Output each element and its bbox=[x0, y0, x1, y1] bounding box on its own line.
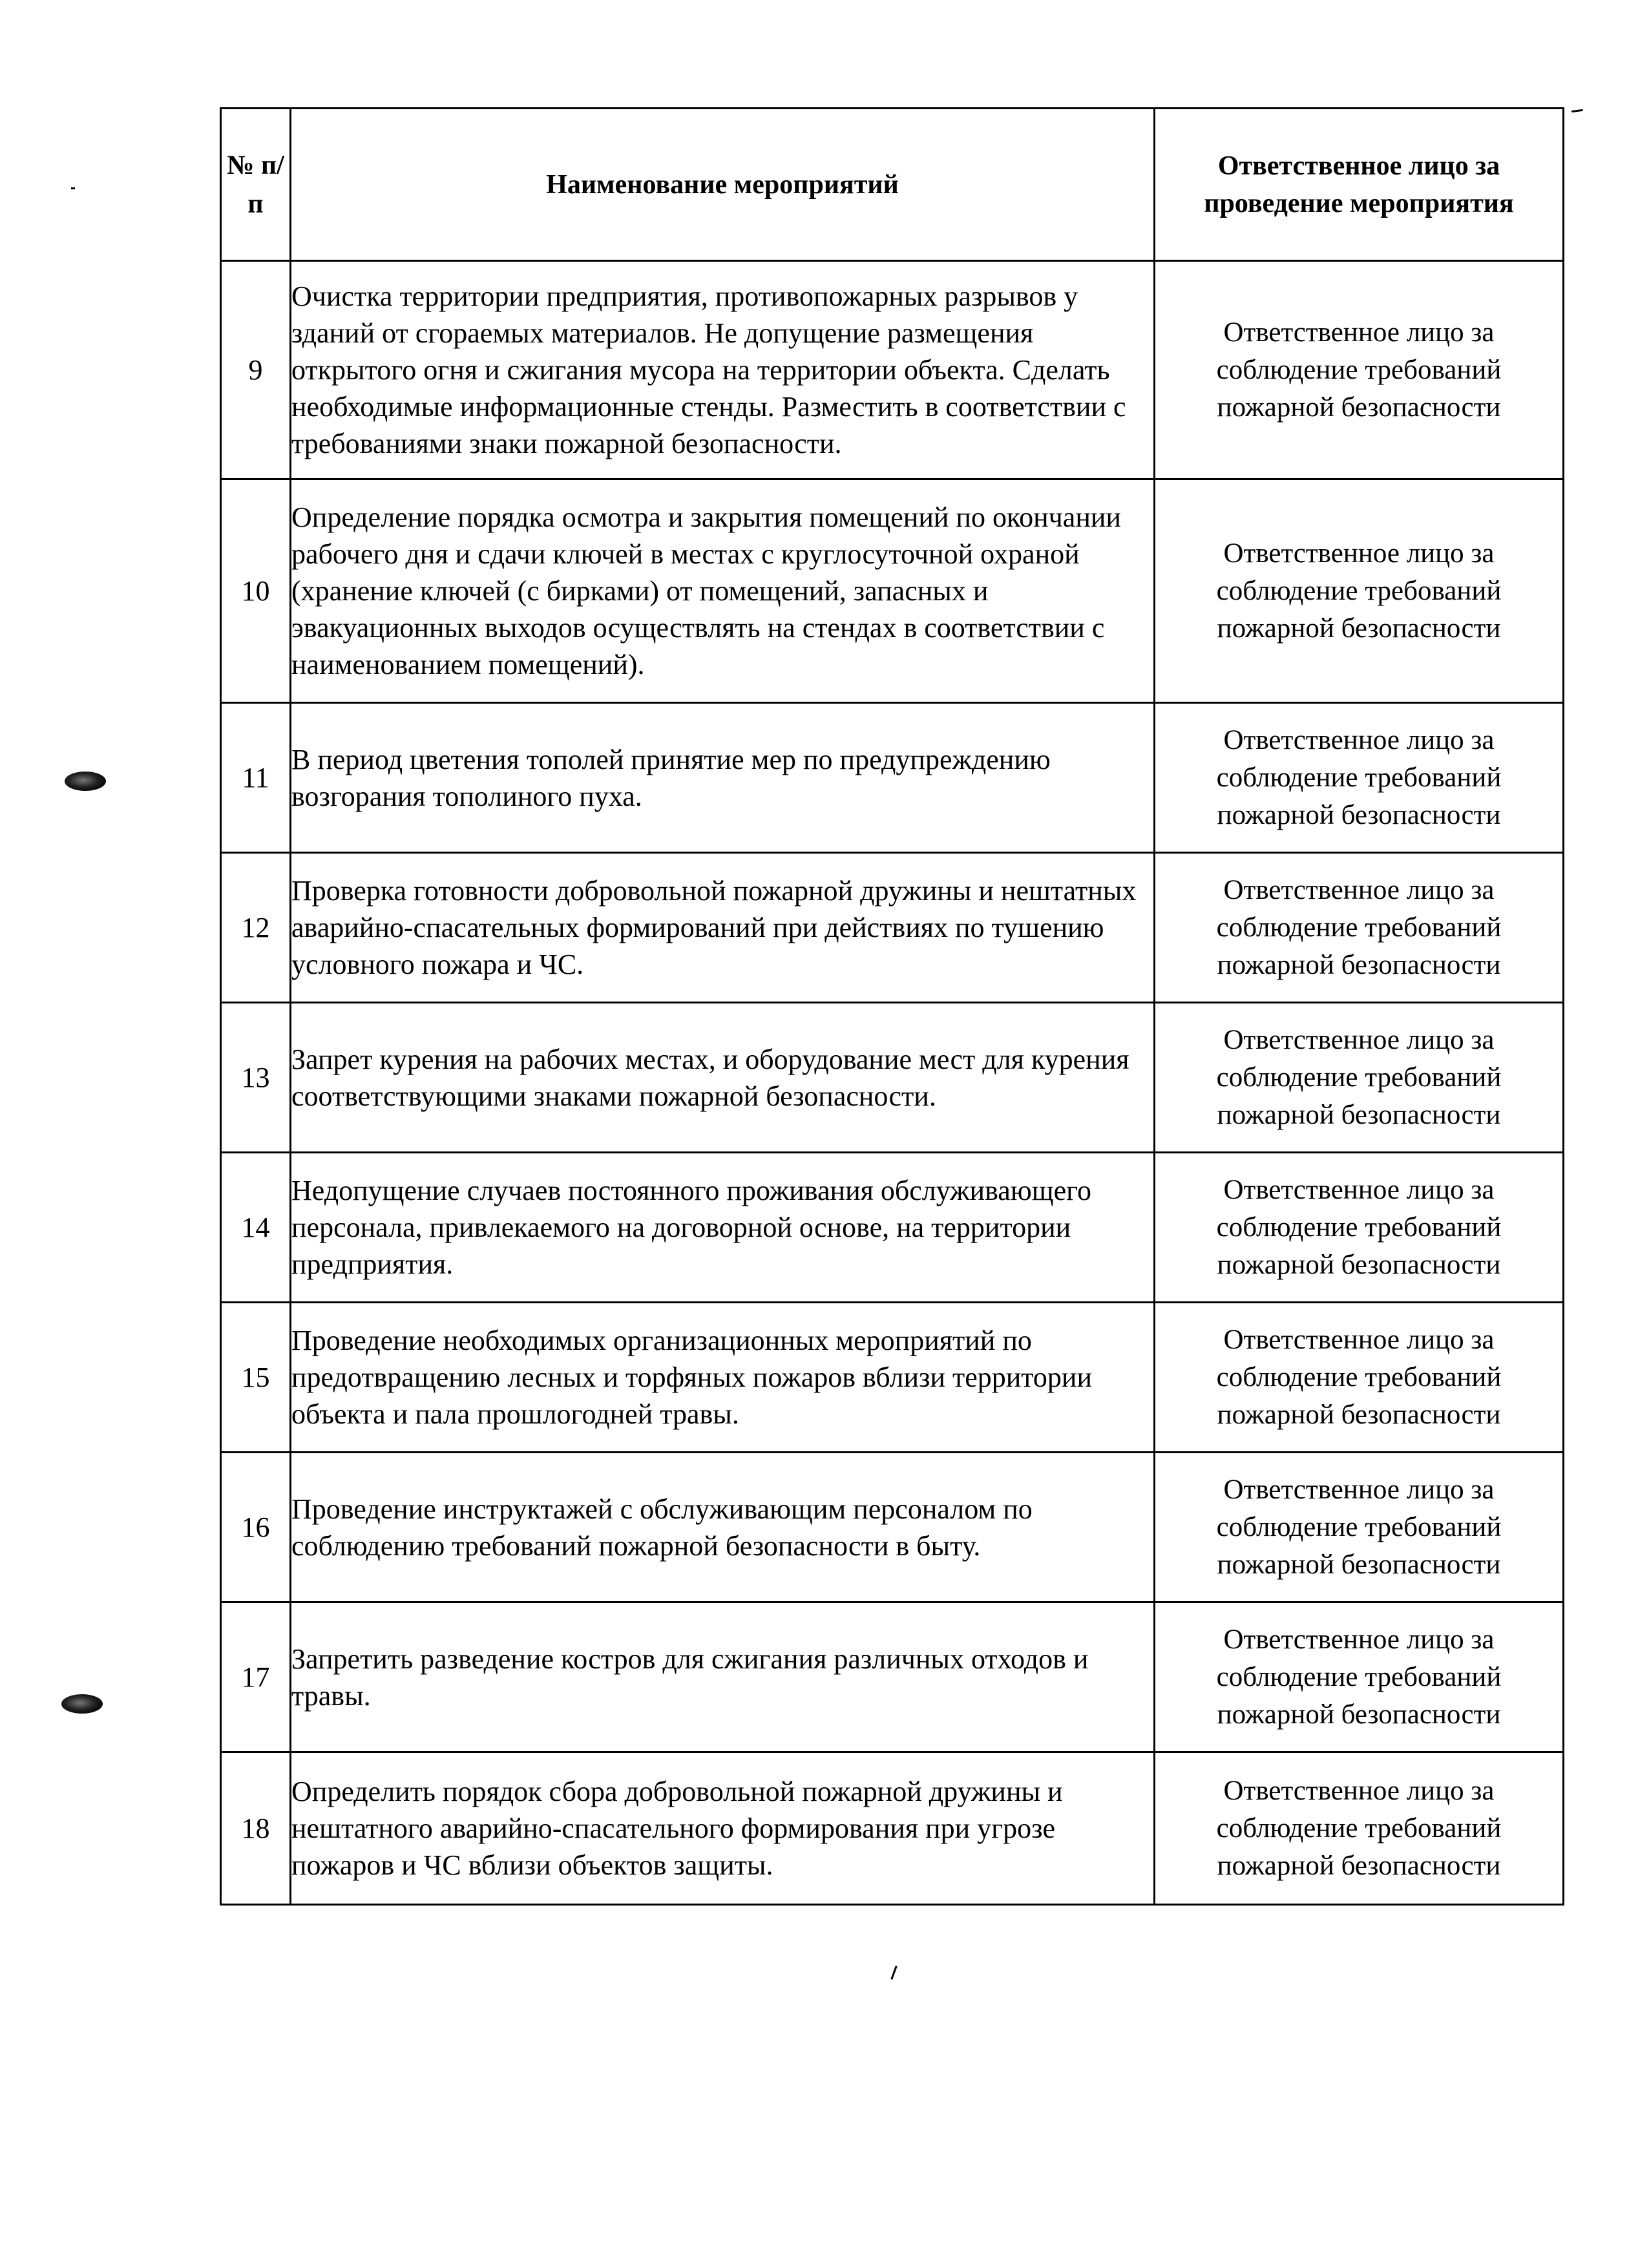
responsible-person: Ответственное лицо за соблюдение требований пожарной безопасности bbox=[1155, 703, 1564, 853]
header-measure-name: Наименование мероприятий bbox=[291, 109, 1155, 261]
responsible-person: Ответственное лицо за соблюдение требований пожарной безопасности bbox=[1155, 1003, 1564, 1153]
table-row bbox=[221, 1453, 1564, 1602]
measure-name: Проведение необходимых организационных мероприятий по предотвращению лесных и торфяных пожаров вблизи территории объекта и пала прошлогодней травы. bbox=[291, 1303, 1155, 1453]
scan-speck bbox=[1571, 109, 1583, 112]
responsible-person: Ответственное лицо за соблюдение требований пожарной безопасности bbox=[1155, 1453, 1564, 1602]
responsible-person: Ответственное лицо за соблюдение требований пожарной безопасности bbox=[1155, 1602, 1564, 1752]
punch-hole-mark bbox=[61, 1694, 103, 1714]
row-number: 15 bbox=[221, 1303, 291, 1453]
table-row bbox=[221, 1003, 1564, 1153]
row-number: 11 bbox=[221, 703, 291, 853]
responsible-person: Ответственное лицо за соблюдение требований пожарной безопасности bbox=[1155, 479, 1564, 703]
responsible-person: Ответственное лицо за соблюдение требований пожарной безопасности bbox=[1155, 1303, 1564, 1453]
measure-name: Определение порядка осмотра и закрытия помещений по окончании рабочего дня и сдачи ключей в местах с круглосуточной охраной (хранение ключей (с бирками) от помещений, запасных и эвакуационных выходов осуществлять на стендах в соответствии с наименованием помещений). bbox=[291, 479, 1155, 703]
table-row bbox=[221, 703, 1564, 853]
row-number: 14 bbox=[221, 1153, 291, 1303]
scan-speck bbox=[71, 187, 75, 189]
measure-name: Очистка территории предприятия, противопожарных разрывов у зданий от сгораемых материалов. Не допущение размещения открытого огня и сжигания мусора на территории объекта. Сделать необходимые информационные стенды. Разместить в соответствии с требованиями знаки пожарной безопасности. bbox=[291, 261, 1155, 479]
table-row bbox=[221, 853, 1564, 1003]
measure-name: Проведение инструктажей с обслуживающим персоналом по соблюдению требований пожарной безопасности в быту. bbox=[291, 1453, 1155, 1602]
header-number: № п/п bbox=[221, 109, 291, 261]
table-row bbox=[221, 1303, 1564, 1453]
row-number: 9 bbox=[221, 261, 291, 479]
responsible-person: Ответственное лицо за соблюдение требований пожарной безопасности bbox=[1155, 853, 1564, 1003]
measure-name: В период цветения тополей принятие мер по предупреждению возгорания тополиного пуха. bbox=[291, 703, 1155, 853]
measure-name: Недопущение случаев постоянного проживания обслуживающего персонала, привлекаемого на договорной основе, на территории предприятия. bbox=[291, 1153, 1155, 1303]
table-row bbox=[221, 1752, 1564, 1905]
table-row bbox=[221, 479, 1564, 703]
table-row bbox=[221, 1153, 1564, 1303]
row-number: 12 bbox=[221, 853, 291, 1003]
measure-name: Запретить разведение костров для сжигания различных отходов и травы. bbox=[291, 1602, 1155, 1752]
responsible-person: Ответственное лицо за соблюдение требований пожарной безопасности bbox=[1155, 261, 1564, 479]
header-responsible: Ответственное лицо за проведение мероприятия bbox=[1155, 109, 1564, 261]
table-row bbox=[221, 261, 1564, 479]
row-number: 18 bbox=[221, 1752, 291, 1905]
row-number: 16 bbox=[221, 1453, 291, 1602]
measure-name: Проверка готовности добровольной пожарной дружины и нештатных аварийно-спасательных формирований при действиях по тушению условного пожара и ЧС. bbox=[291, 853, 1155, 1003]
responsible-person: Ответственное лицо за соблюдение требований пожарной безопасности bbox=[1155, 1153, 1564, 1303]
table-header-row bbox=[221, 109, 1564, 261]
scan-speck bbox=[890, 1966, 897, 1980]
punch-hole-mark bbox=[65, 772, 106, 791]
fire-safety-measures-table bbox=[220, 107, 1564, 1906]
table-row bbox=[221, 1602, 1564, 1752]
row-number: 10 bbox=[221, 479, 291, 703]
responsible-person: Ответственное лицо за соблюдение требований пожарной безопасности bbox=[1155, 1752, 1564, 1905]
measure-name: Определить порядок сбора добровольной пожарной дружины и нештатного аварийно-спасательного формирования при угрозе пожаров и ЧС вблизи объектов защиты. bbox=[291, 1752, 1155, 1905]
row-number: 17 bbox=[221, 1602, 291, 1752]
row-number: 13 bbox=[221, 1003, 291, 1153]
measure-name: Запрет курения на рабочих местах, и оборудование мест для курения соответствующими знаками пожарной безопасности. bbox=[291, 1003, 1155, 1153]
